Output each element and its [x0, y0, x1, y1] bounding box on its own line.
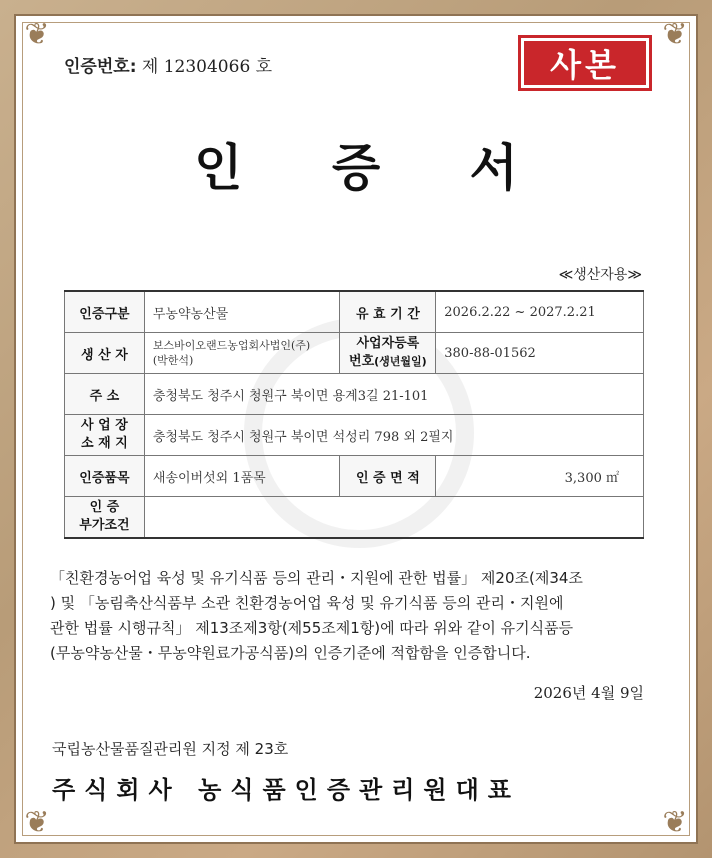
- producer-company: 보스바이오랜드농업회사법인(주): [152, 339, 311, 352]
- document-title: 인 증 서: [194, 139, 554, 197]
- cert-type-value: 무농약농산물: [144, 291, 340, 333]
- producer-label: 생 산 자: [65, 333, 145, 374]
- producer-value: [144, 333, 340, 374]
- certification-statement: [50, 566, 662, 666]
- address-label: 주 소: [65, 374, 145, 415]
- corner-ornament-icon: ❦: [662, 17, 688, 52]
- copy-stamp-text: 사본: [524, 41, 646, 85]
- copy-stamp: [518, 35, 652, 91]
- site-label: [65, 415, 145, 456]
- bizreg-label-line3: (생년월일): [374, 355, 427, 368]
- extra-condition-label: [65, 497, 145, 539]
- statement-line: 관한 법률 시행규칙」 제13조제3항(제55조제1항)에 따라 위와 같이 유기식품등: [50, 619, 574, 637]
- corner-ornament-icon: ❦: [24, 805, 50, 840]
- site-label-line2: 소 재 지: [81, 436, 128, 451]
- bizreg-label-line2: 번호: [349, 354, 375, 369]
- address-value: 충청북도 청주시 청원구 북이면 용계3길 21-101: [144, 374, 643, 415]
- designation-number: 국립농산물품질관리원 지정 제 23호: [52, 740, 289, 758]
- statement-line: ) 및 「농림축산식품부 소관 친환경농어업 육성 및 유기식품 등의 관리・지원에: [50, 594, 564, 612]
- extra-condition-value: [144, 497, 643, 539]
- area-label: 인 증 면 적: [340, 456, 436, 497]
- issue-date: 2026년 4월 9일: [533, 684, 644, 702]
- bizreg-label: [340, 333, 436, 374]
- validity-label: 유 효 기 간: [340, 291, 436, 333]
- certificate-number-value: 제 12304066 호: [141, 57, 273, 77]
- extra-condition-label-line1: 인 증: [89, 500, 120, 515]
- issuing-organization: 주식회사 농식품인증관리원대표: [52, 776, 520, 804]
- table-row: [65, 291, 644, 333]
- validity-value: 2026.2.22 ~ 2027.2.21: [436, 291, 644, 333]
- certificate-number: [64, 52, 272, 77]
- bizreg-value: 380-88-01562: [436, 333, 644, 374]
- purpose-label: ≪생산자용≫: [558, 267, 642, 283]
- certificate-number-label: 인증번호:: [64, 57, 137, 77]
- area-value: 3,300 ㎡: [436, 456, 644, 497]
- table-row: [65, 333, 644, 374]
- bizreg-label-line1: 사업자등록: [356, 336, 420, 351]
- corner-ornament-icon: ❦: [24, 17, 50, 52]
- certificate-info-table: [64, 290, 644, 539]
- corner-ornament-icon: ❦: [662, 805, 688, 840]
- producer-representative: (박한석): [152, 354, 194, 367]
- extra-condition-label-line2: 부가조건: [79, 518, 130, 533]
- table-row: [65, 415, 644, 456]
- item-label: 인증품목: [65, 456, 145, 497]
- statement-line: 「친환경농어업 육성 및 유기식품 등의 관리・지원에 관한 법률」 제20조(제34조: [50, 569, 583, 587]
- item-value: 새송이버섯외 1품목: [144, 456, 340, 497]
- site-value: 충청북도 청주시 청원구 북이면 석성리 798 외 2필지: [144, 415, 643, 456]
- cert-type-label: 인증구분: [65, 291, 145, 333]
- table-row: [65, 456, 644, 497]
- table-row: [65, 497, 644, 539]
- site-label-line1: 사 업 장: [81, 418, 128, 433]
- table-row: [65, 374, 644, 415]
- statement-line: (무농약농산물・무농약원료가공식품)의 인증기준에 적합함을 인증합니다.: [50, 644, 531, 662]
